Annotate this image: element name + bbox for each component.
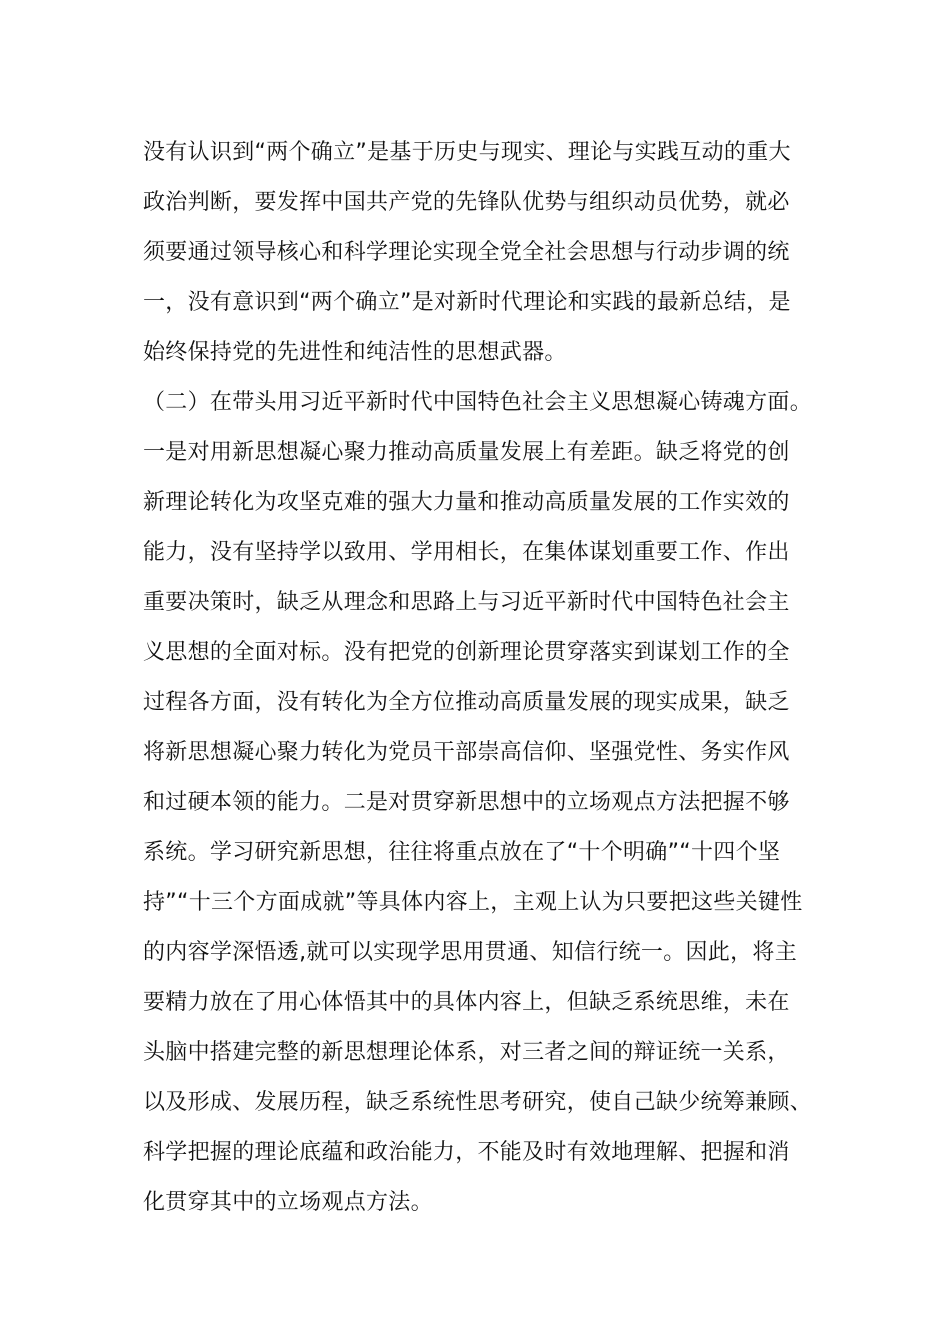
document-body: [143, 128, 823, 1228]
section-heading: （二）在带头用习近平新时代中国特色社会主义思想凝心铸魂方面。: [143, 390, 813, 415]
text-line: 政治判断，要发挥中国共产党的先锋队优势与组织动员优势，就必: [143, 190, 790, 215]
text-line: 科学把握的理论底蕴和政治能力，不能及时有效地理解、把握和消: [143, 1140, 790, 1165]
text-line: 新理论转化为攻坚克难的强大力量和推动高质量发展的工作实效的: [143, 490, 790, 515]
text-line: 以及形成、发展历程，缺乏系统性思考研究，使自己缺少统筹兼顾、: [143, 1090, 813, 1115]
text-line: 的内容学深悟透,就可以实现学思用贯通、知信行统一。因此，将主: [143, 940, 797, 965]
text-line: 一，没有意识到“两个确立”是对新时代理论和实践的最新总结，是: [143, 290, 791, 315]
text-line: 能力，没有坚持学以致用、学用相长，在集体谋划重要工作、作出: [143, 540, 790, 565]
text-line: 过程各方面，没有转化为全方位推动高质量发展的现实成果，缺乏: [143, 690, 790, 715]
text-line: 头脑中搭建完整的新思想理论体系，对三者之间的辩证统一关系，: [143, 1040, 790, 1065]
text-line: 持”“十三个方面成就”等具体内容上，主观上认为只要把这些关键性: [143, 890, 803, 915]
text-line: 系统。学习研究新思想，往往将重点放在了“十个明确”“十四个坚: [143, 840, 781, 865]
text-line: 将新思想凝心聚力转化为党员干部崇高信仰、坚强党性、务实作风: [143, 740, 790, 765]
text-line: 义思想的全面对标。没有把党的创新理论贯穿落实到谋划工作的全: [143, 640, 790, 665]
text-line: 一是对用新思想凝心聚力推动高质量发展上有差距。缺乏将党的创: [143, 440, 790, 465]
text-line: 化贯穿其中的立场观点方法。: [143, 1190, 433, 1215]
text-line: 须要通过领导核心和科学理论实现全党全社会思想与行动步调的统: [143, 240, 790, 265]
text-line: 始终保持党的先进性和纯洁性的思想武器。: [143, 340, 567, 365]
text-line: 和过硬本领的能力。二是对贯穿新思想中的立场观点方法把握不够: [143, 790, 790, 815]
text-line: 要精力放在了用心体悟其中的具体内容上，但缺乏系统思维，未在: [143, 990, 790, 1015]
text-line: 重要决策时，缺乏从理念和思路上与习近平新时代中国特色社会主: [143, 590, 790, 615]
text-line: 没有认识到“两个确立”是基于历史与现实、理论与实践互动的重大: [143, 140, 791, 165]
